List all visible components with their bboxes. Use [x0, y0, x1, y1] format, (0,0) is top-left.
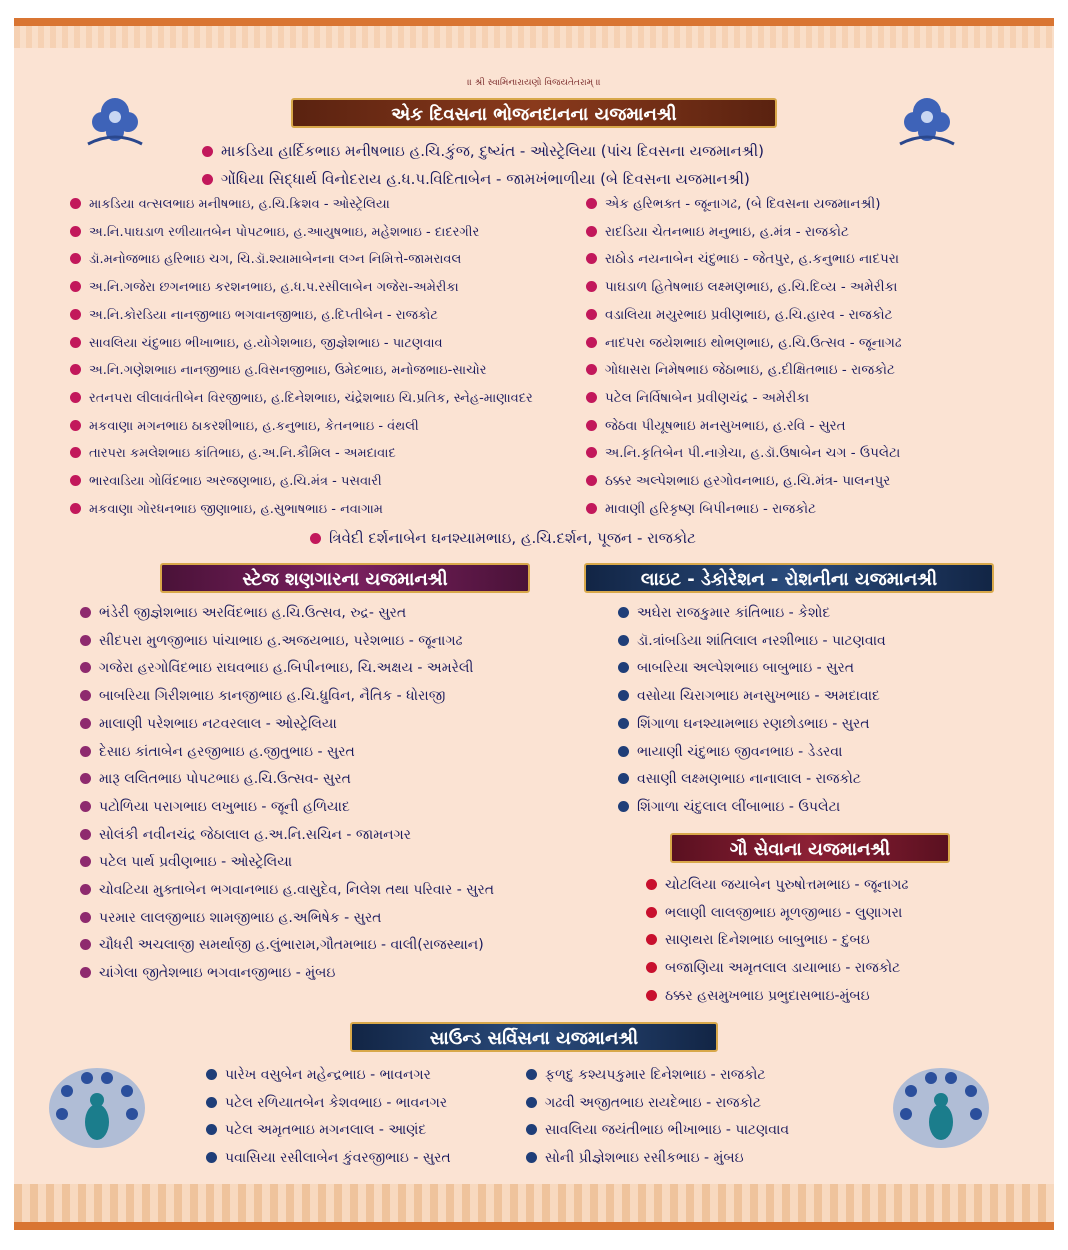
list-item: [70, 496, 533, 524]
bullet-dot: [586, 503, 597, 514]
list-item-text: શિંગાળા ઘનશ્યામભાઇ રણછોડભાઇ - સુરત: [637, 715, 870, 732]
list-item-text: રાદડિયા ચેતનભાઇ મનુભાઇ, હ.મંત્ર - રાજકોટ: [605, 223, 849, 240]
list-item: [80, 600, 494, 628]
list-item: [618, 683, 886, 711]
bullet-dot: [70, 226, 81, 237]
list-item-text: મારૂ લલિતભાઇ પોપટભાઇ હ.ચિ.ઉત્સવ- સુરત: [99, 771, 351, 788]
list-item: [80, 628, 494, 656]
list-item-text: અઘેરા રાજકુમાર કાંતિભાઇ - કેશોદ: [637, 605, 831, 621]
list-item: [586, 302, 902, 330]
bullet-dot: [70, 392, 81, 403]
list-item-text: સોની પ્રીજ્ઞેશભાઇ રસીકભાઇ - મુંબઇ: [545, 1150, 744, 1167]
list-item: [646, 955, 908, 983]
list-item-text: બજાણિયા અમૃતલાલ ડાયાભાઇ - રાજકોટ: [665, 960, 901, 977]
bullet-dot: [206, 1097, 217, 1108]
list-item-text: પટેલ અમૃતભાઇ મગનલાલ - આણંદ: [225, 1122, 427, 1139]
list-item-text: અ.નિ.પાઘડાળ રળીયાતબેન પોપટભાઇ, હ.આયુષભાઇ, મહેશભાઇ - દાદરગીર: [89, 224, 480, 240]
bullet-dot: [618, 773, 629, 784]
list-item: [646, 983, 908, 1011]
bullet-dot: [80, 718, 91, 729]
list-item: [80, 822, 494, 850]
list-item-text: પટેલ નિર્વિષાબેન પ્રવીણચંદ્ર - અમેરીકા: [605, 389, 810, 406]
bullet-dot: [586, 226, 597, 237]
list-item: [70, 385, 533, 413]
list-item-text: એક હરિભક્ત - જૂનાગઢ, (બે દિવસના યજમાનશ્રી): [605, 196, 881, 212]
list-item-text: અ.નિ.ગણેશભાઇ નાનજીભાઇ હ.વિસનજીભાઇ, ઉમેદભાઇ, મનોજભાઇ-સાચોર: [89, 363, 487, 379]
bhojan-bottom-list: [310, 525, 696, 553]
list-item: [80, 877, 494, 905]
light-list: [618, 600, 886, 822]
bullet-dot: [526, 1097, 537, 1108]
list-item: માકડિયા હાર્દિકભાઇ મનીષભાઇ હ.ચિ.કુંજ, દુષ્યંત - ઓસ્ટ્રેલિયા (પાંચ દિવસના યજમાનશ્રી): [202, 138, 764, 166]
bullet-dot: [80, 690, 91, 701]
list-item: [646, 872, 908, 900]
bullet-dot: [80, 746, 91, 757]
list-item-text: ચોટલિયા જયાબેન પુરુષોત્તમભાઇ - જૂનાગઢ: [665, 877, 909, 893]
list-item: [618, 655, 886, 683]
list-item-text: ડૉ.મનોજભાઇ હરિભાઇ ચગ, ચિ.ડૉ.શ્યામાબેનના લગ્ન નિમિત્તે-જામરાવલ: [89, 252, 462, 268]
list-item: [80, 766, 494, 794]
bullet-dot: [70, 337, 81, 348]
list-item: [70, 468, 533, 496]
list-item-text: ભાયાણી ચંદુભાઇ જીવનભાઇ - ડેડરવા: [637, 743, 843, 760]
decorative-top-band: [14, 26, 1054, 48]
bullet-dot: [70, 309, 81, 320]
bullet-dot: [586, 337, 597, 348]
list-item-text: ચાંગેલા જીતેશભાઇ ભગવાનજીભાઇ - મુંબઇ: [99, 965, 336, 982]
list-item: [586, 191, 902, 219]
bullet-dot: [586, 392, 597, 403]
list-item-text: ભલાણી લાલજીભાઇ મૂળજીભાઇ - લુણાગરા: [665, 904, 903, 921]
list-item-text: રતનપરા લીલાવંતીબેન વિરજીભાઇ, હ.દિનેશભાઇ, ચંદ્રેશભાઇ ચિ.પ્રતિક, સ્નેહ-માણાવદર: [89, 390, 533, 406]
bullet-dot: [80, 856, 91, 867]
list-item: [618, 794, 886, 822]
bullet-dot: [206, 1124, 217, 1135]
bullet-dot: [526, 1152, 537, 1163]
list-item-text: પટેલ રળિયાતબેન કેશવભાઇ - ભાવનગર: [225, 1094, 448, 1111]
list-item: [618, 739, 886, 767]
bullet-dot: [80, 967, 91, 978]
list-item: [206, 1145, 451, 1173]
bullet-dot: [586, 253, 597, 264]
bullet-dot: [618, 607, 629, 618]
list-item: [586, 468, 902, 496]
list-item: [70, 219, 533, 247]
list-item-text: ડૉ.ત્રાંબડિયા શાંતિલાલ નરશીભાઇ - પાટણવાવ: [637, 632, 886, 649]
list-item-text: વડાલિયા મયુરભાઇ પ્રવીણભાઇ, હ.ચિ.હારવ - રાજકોટ: [605, 306, 893, 323]
list-item: [206, 1090, 451, 1118]
sound-right-list: [526, 1062, 789, 1173]
blue-flower-icon: [80, 82, 150, 152]
list-item: [80, 739, 494, 767]
list-item-text: પટેલ પાર્થ પ્રવીણભાઇ - ઓસ્ટ્રેલિયા: [99, 854, 293, 871]
bullet-dot: [80, 662, 91, 673]
bullet-dot: [646, 962, 657, 973]
list-item: [70, 191, 533, 219]
bullet-dot: [206, 1152, 217, 1163]
list-item: ત્રિવેદી દર્શનાબેન ઘનશ્યામભાઇ, હ.ચિ.દર્શન, પૂજન - રાજકોટ: [310, 525, 696, 553]
bhojan-left-list: [70, 191, 533, 523]
list-item-text: ઠક્કર અલ્પેશભાઇ હરગોવનભાઇ, હ.ચિ.મંત્ર- પાલનપુર: [605, 473, 891, 490]
list-item: [586, 496, 902, 524]
list-item: ગોંધિયા સિદ્ધાર્થ વિનોદરાય હ.ધ.પ.વિદિતાબેન - જામખંભાળીયા (બે દિવસના યજમાનશ્રી): [202, 166, 764, 194]
bullet-dot: [618, 746, 629, 757]
list-item: [80, 655, 494, 683]
list-item-text: શિંગાળા ચંદુલાલ લીંબાભાઇ - ઉપલેટા: [637, 798, 841, 815]
list-item: [586, 413, 902, 441]
bullet-dot: [586, 475, 597, 486]
list-item: [586, 246, 902, 274]
bullet-dot: [206, 1069, 217, 1080]
bullet-dot: [526, 1124, 537, 1135]
list-item-text: સાવલિયા જયંતીભાઇ ભીખાભાઇ - પાટણવાવ: [545, 1122, 790, 1139]
list-item-text: ઠક્કર હસમુખભાઇ પ્રભુદાસભાઇ-મુંબઇ: [665, 987, 870, 1004]
bullet-dot: [526, 1069, 537, 1080]
list-item-text: દેસાઇ કાંતાબેન હરજીભાઇ હ.જીતુભાઇ - સુરત: [99, 743, 355, 760]
blue-flower-icon: [892, 82, 962, 152]
list-item: [618, 600, 886, 628]
list-item-text: ગઢવી અજીતભાઇ રાયદેભાઇ - રાજકોટ: [545, 1094, 762, 1111]
list-item: [70, 246, 533, 274]
list-item: [618, 766, 886, 794]
peacock-icon: [886, 1056, 996, 1156]
bullet-dot: [70, 475, 81, 486]
list-item-text: માકડિયા વત્સલભાઇ મનીષભાઇ, હ.ચિ.ક્રિશવ - ઓસ્ટ્રેલિયા: [89, 197, 390, 212]
bullet-dot: [70, 420, 81, 431]
list-item-text: બાબરિયા અલ્પેશભાઇ બાબુભાઇ - સુરત: [637, 660, 855, 677]
list-item: [80, 932, 494, 960]
list-item: [526, 1145, 789, 1173]
bullet-dot: [586, 420, 597, 431]
list-item: [646, 900, 908, 928]
list-item-text: પારેખ વસુબેન મહેન્દ્રભાઇ - ભાવનગર: [225, 1067, 431, 1083]
bullet-dot: [586, 198, 597, 209]
list-item: [80, 960, 494, 988]
list-item-text: ચૌધરી અચલાજી સમર્થાજી હ.લુંભારામ,ગૌતમભાઇ - વાલી(રાજસ્થાન): [99, 937, 484, 954]
list-item-text: ગજેરા હરગોવિંદભાઇ રાઘવભાઇ હ.બિપીનભાઇ, ચિ.અક્ષય - અમરેલી: [99, 660, 474, 677]
list-item: [586, 385, 902, 413]
header-light: લાઇટ - ડેકોરેશન - રોશનીના યજમાનશ્રી: [584, 563, 994, 593]
bullet-dot: [618, 718, 629, 729]
list-item-text: વસોયા ચિરાગભાઇ મનસુખભાઇ - અમદાવાદ: [637, 688, 880, 705]
motto-text: ॥ શ્રી સ્વામિનારાયણો વિજયતેતરામ્ ॥: [467, 78, 601, 88]
list-item: [586, 274, 902, 302]
list-item: [70, 274, 533, 302]
bullet-dot: [80, 635, 91, 646]
list-item: [526, 1062, 789, 1090]
header-bhojan: એક દિવસના ભોજનદાનના યજમાનશ્રી: [291, 98, 777, 128]
bullet-dot: [586, 309, 597, 320]
list-item: [586, 357, 902, 385]
bullet-dot: [80, 607, 91, 618]
list-item-text: પવાસિયા રસીલાબેન કુંવરજીભાઇ - સુરત: [225, 1150, 451, 1167]
decorative-bottom-band: [14, 1184, 1054, 1222]
list-item-text: સીદપરા મુળજીભાઇ પાંચાભાઇ હ.અજયભાઇ, પરેશભાઇ - જૂનાગઢ: [99, 632, 463, 649]
list-item-text: ભંડેરી જીજ્ઞેશભાઇ અરવિંદભાઇ હ.ચિ.ઉત્સવ, રુદ્ર- સુરત: [99, 605, 407, 621]
bullet-dot: [618, 690, 629, 701]
list-item: [70, 440, 533, 468]
list-item-text: ફળદુ કશ્યપકુમાર દિનેશભાઇ - રાજકોટ: [545, 1067, 766, 1083]
list-item: [80, 683, 494, 711]
gau-list: [646, 872, 908, 1011]
list-item-text: નાદપરા જયેશભાઇ થોભણભાઇ, હ.ચિ.ઉત્સવ - જૂનાગઢ: [605, 334, 902, 351]
list-item-text: ચોવટિયા મુક્તાબેન ભગવાનભાઇ હ.વાસુદેવ, નિલેશ તથા પરિવાર - સુરત: [99, 882, 495, 899]
bullet-dot: [80, 773, 91, 784]
list-item-text: અ.નિ.કૃતિબેન પી.નાગ્રેચા, હ.ડૉ.ઉષાબેન ચગ - ઉપલેટા: [605, 445, 901, 462]
bullet-dot: [80, 801, 91, 812]
list-item-text: વસાણી લક્ષ્મણભાઇ નાનાલાલ - રાજકોટ: [637, 771, 862, 788]
bullet-dot: [646, 907, 657, 918]
bullet-dot: [646, 879, 657, 890]
donor-poster: [14, 18, 1054, 1230]
header-gau: ગૌ સેવાના યજમાનશ્રી: [670, 833, 950, 863]
stage-list: [80, 600, 494, 988]
bhojan-right-list: [586, 191, 902, 523]
list-item-text: સાવલિયા ચંદુભાઇ ભીખાભાઇ, હ.યોગેશભાઇ, જીજ્ઞેશભાઇ - પાટણવાવ: [89, 335, 443, 351]
list-item-text: મકવાણા મગનભાઇ ઠાકરશીભાઇ, હ.કનુભાઇ, કેતનભાઇ - વંથલી: [89, 418, 419, 434]
list-item-text: સોલંકી નવીનચંદ્ર જેઠાલાલ હ.અ.નિ.સચિન - જામનગર: [99, 826, 411, 843]
bullet-dot: [70, 198, 81, 209]
bullet-dot: [80, 912, 91, 923]
list-item: [526, 1090, 789, 1118]
list-item-text: પટોળિયા પરાગભાઇ લખુભાઇ - જૂની હળિયાદ: [99, 798, 350, 815]
bullet-dot: [618, 801, 629, 812]
list-item-text: પાઘડાળ હિતેષભાઇ લક્ષ્મણભાઇ, હ.ચિ.દિવ્ય - અમેરીકા: [605, 279, 898, 296]
list-item-text: અ.નિ.ગજેરા છગનભાઇ કરશનભાઇ, હ.ધ.પ.રસીલાબેન ગજેરા-અમેરીકા: [89, 280, 459, 296]
list-item: [80, 849, 494, 877]
list-item: [618, 628, 886, 656]
list-item-text: તારપરા કમલેશભાઇ કાંતિભાઇ, હ.અ.નિ.કૌમિલ - અમદાવાદ: [89, 446, 396, 462]
bullet-dot: [618, 662, 629, 673]
list-item: [80, 794, 494, 822]
list-item: [70, 357, 533, 385]
list-item-text: ભારવાડિયા ગોવિંદભાઇ અરજણભાઇ, હ.ચિ.મંત્ર - પસવારી: [89, 474, 382, 490]
bullet-dot: [70, 364, 81, 375]
bullet-dot: [618, 635, 629, 646]
list-item: [586, 440, 902, 468]
list-item: [618, 711, 886, 739]
bullet-dot: [586, 364, 597, 375]
list-item: [586, 219, 902, 247]
list-item: [586, 330, 902, 358]
list-item-text: જેઠવા પીયૂષભાઇ મનસુખભાઇ, હ.રવિ - સુરત: [605, 417, 846, 434]
list-item-text: ગોધાસરા નિમેષભાઇ જેઠાભાઇ, હ.દીક્ષિતભાઇ - રાજકોટ: [605, 362, 895, 379]
bullet-dot: [70, 503, 81, 514]
list-item: [646, 927, 908, 955]
header-sound: સાઉન્ડ સર્વિસના યજમાનશ્રી: [350, 1022, 718, 1052]
bhojan-top-list: [202, 138, 764, 193]
list-item-text: બાબરિયા ગિરીશભાઇ કાનજીભાઇ હ.ચિ.ધ્રુવિન, નૈતિક - ધોરાજી: [99, 688, 446, 705]
bullet-dot: [80, 829, 91, 840]
list-item-text: અ.નિ.કોરડિયા નાનજીભાઇ ભગવાનજીભાઇ, હ.દિપ્તીબેન - રાજકોટ: [89, 307, 438, 323]
bullet-dot: [70, 447, 81, 458]
bullet-dot: [586, 447, 597, 458]
list-item: [80, 905, 494, 933]
bullet-dot: [586, 281, 597, 292]
list-item: [206, 1062, 451, 1090]
list-item: [70, 413, 533, 441]
list-item-text: રાઠોડ નયનાબેન ચંદુભાઇ - જેતપુર, હ.કનુભાઇ નાદપરા: [605, 251, 900, 268]
peacock-icon: [42, 1056, 152, 1156]
list-item: [80, 711, 494, 739]
list-item: [526, 1117, 789, 1145]
bullet-dot: [80, 884, 91, 895]
list-item-text: માલાણી પરેશભાઇ નટવરલાલ - ઓસ્ટ્રેલિયા: [99, 715, 337, 732]
list-item-text: માવાણી હરિકૃષ્ણ બિપીનભાઇ - રાજકોટ: [605, 500, 816, 517]
bullet-dot: [646, 990, 657, 1001]
bullet-dot: [70, 281, 81, 292]
list-item-text: મકવાણા ગોરધનભાઇ જીણાભાઇ, હ.સુભાષભાઇ - નવાગામ: [89, 501, 383, 517]
bullet-dot: [70, 253, 81, 264]
header-stage: સ્ટેજ શણગારના યજમાનશ્રી: [160, 563, 530, 593]
list-item: [206, 1117, 451, 1145]
list-item: [70, 330, 533, 358]
sound-left-list: [206, 1062, 451, 1173]
list-item-text: સાણથરા દિનેશભાઇ બાબુભાઇ - દુબઇ: [665, 932, 870, 949]
list-item-text: પરમાર લાલજીભાઇ શામજીભાઇ હ.અભિષેક - સુરત: [99, 909, 382, 926]
list-item: [70, 302, 533, 330]
bullet-dot: [646, 934, 657, 945]
bullet-dot: [80, 939, 91, 950]
